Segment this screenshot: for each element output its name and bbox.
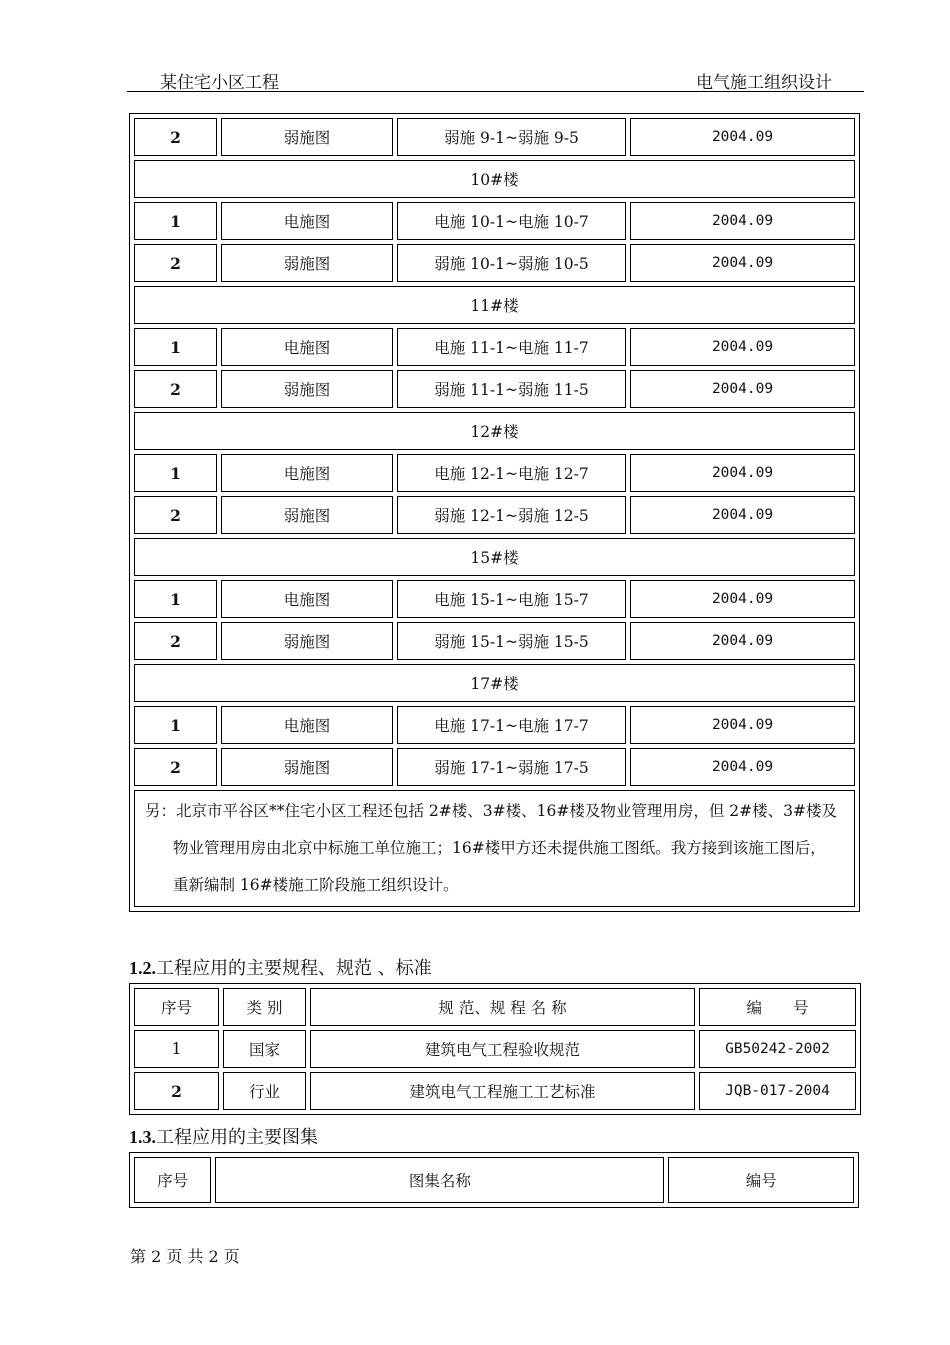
row-type: 电施图 [221,454,393,492]
group-title-row [134,286,855,324]
table-row [134,622,855,660]
row-range: 电施 12-1~电施 12-7 [397,454,626,492]
row-seq: 1 [134,454,217,492]
row-type: 电施图 [221,202,393,240]
row-seq: 1 [134,1030,219,1068]
row-seq: 1 [134,202,217,240]
section-number: 1.3. [129,1127,156,1147]
header-code: 编号 [668,1157,854,1203]
row-type: 弱施图 [221,622,393,660]
drawings-table-body [134,118,855,907]
group-title-row [134,412,855,450]
row-name: 建筑电气工程验收规范 [310,1030,695,1068]
row-date: 2004.09 [630,118,855,156]
header-name: 规 范、规 程 名 称 [310,988,695,1026]
header-document-title: 电气施工组织设计 [696,73,832,93]
row-range: 电施 11-1~电施 11-7 [397,328,626,366]
row-range: 弱施 15-1~弱施 15-5 [397,622,626,660]
table-row [134,454,855,492]
header-seq: 序号 [134,988,219,1026]
row-type: 弱施图 [221,370,393,408]
row-seq: 1 [134,580,217,618]
header-rule [127,91,864,92]
row-seq: 1 [134,328,217,366]
row-seq: 2 [134,622,217,660]
row-type: 弱施图 [221,118,393,156]
row-range: 弱施 11-1~弱施 11-5 [397,370,626,408]
row-range: 弱施 17-1~弱施 17-5 [397,748,626,786]
row-date: 2004.09 [630,496,855,534]
header-name: 图集名称 [215,1157,664,1203]
table-row [134,1072,856,1110]
section-title: 工程应用的主要规程、规范 、标准 [156,958,432,979]
row-seq: 2 [134,244,217,282]
note-line-2: 物业管理用房由北京中标施工单位施工；16#楼甲方还未提供施工图纸。我方接到该施工图后， [173,839,826,857]
row-code: JQB-017-2004 [699,1072,856,1110]
header-code: 编 号 [699,988,856,1026]
table-row [134,370,855,408]
row-type: 电施图 [221,706,393,744]
row-seq: 2 [134,118,217,156]
row-date: 2004.09 [630,328,855,366]
atlas-table [129,1152,859,1208]
row-date: 2004.09 [630,748,855,786]
building-title: 12#楼 [134,412,855,450]
row-range: 电施 15-1~电施 15-7 [397,580,626,618]
table-header-row [134,988,856,1026]
section-heading-atlas [129,1123,318,1149]
row-category: 国家 [223,1030,306,1068]
row-category: 行业 [223,1072,306,1110]
row-range: 弱施 12-1~弱施 12-5 [397,496,626,534]
note-line-1: 另：北京市平谷区**住宅小区工程还包括 2#楼、3#楼、16#楼及物业管理用房，但 2#楼、3#楼及 [145,802,837,820]
group-title-row [134,160,855,198]
section-heading-standards [129,954,432,980]
table-header-row [134,1157,854,1203]
section-title: 工程应用的主要图集 [156,1127,318,1148]
note-row [134,790,855,907]
row-seq: 2 [134,370,217,408]
row-type: 弱施图 [221,496,393,534]
row-range: 电施 10-1~电施 10-7 [397,202,626,240]
table-row [134,328,855,366]
building-title: 15#楼 [134,538,855,576]
row-date: 2004.09 [630,706,855,744]
row-seq: 1 [134,706,217,744]
drawings-table [129,113,860,912]
row-range: 电施 17-1~电施 17-7 [397,706,626,744]
building-title: 10#楼 [134,160,855,198]
row-date: 2004.09 [630,370,855,408]
row-date: 2004.09 [630,454,855,492]
row-range: 弱施 9-1~弱施 9-5 [397,118,626,156]
note-line-3: 重新编制 16#楼施工阶段施工组织设计。 [173,876,459,894]
group-title-row [134,538,855,576]
table-row [134,1030,856,1068]
row-date: 2004.09 [630,244,855,282]
header-seq: 序号 [134,1157,211,1203]
row-seq: 2 [134,748,217,786]
row-seq: 2 [134,1072,219,1110]
building-title: 17#楼 [134,664,855,702]
table-row [134,496,855,534]
table-row [134,706,855,744]
row-name: 建筑电气工程施工工艺标准 [310,1072,695,1110]
row-type: 弱施图 [221,244,393,282]
row-code: GB50242-2002 [699,1030,856,1068]
row-date: 2004.09 [630,580,855,618]
header-project-name: 某住宅小区工程 [160,73,279,93]
row-date: 2004.09 [630,202,855,240]
row-type: 弱施图 [221,748,393,786]
row-seq: 2 [134,496,217,534]
row-type: 电施图 [221,580,393,618]
table-row [134,748,855,786]
table-row [134,118,855,156]
note-cell [134,790,855,907]
row-type: 电施图 [221,328,393,366]
page-number: 第 2 页 共 2 页 [130,1247,240,1266]
table-row [134,202,855,240]
table-row [134,580,855,618]
row-range: 弱施 10-1~弱施 10-5 [397,244,626,282]
section-number: 1.2. [129,958,156,978]
header-category: 类 别 [223,988,306,1026]
row-date: 2004.09 [630,622,855,660]
standards-table [129,983,861,1115]
building-title: 11#楼 [134,286,855,324]
group-title-row [134,664,855,702]
table-row [134,244,855,282]
